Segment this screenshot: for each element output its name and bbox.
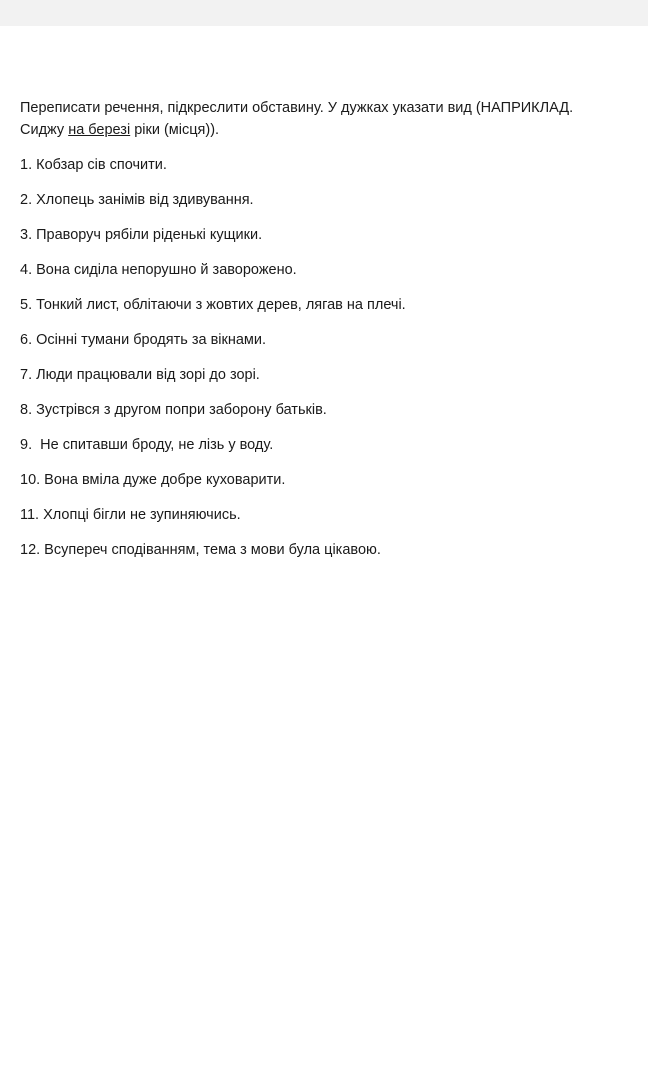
sentence-item: 10. Вона вміла дуже добре куховарити. xyxy=(20,472,286,488)
sentence-item: 9. Не спитавши броду, не лізь у воду. xyxy=(20,437,274,453)
sentence-item: 6. Осінні тумани бродять за вікнами. xyxy=(20,332,267,348)
top-bar xyxy=(0,0,648,26)
instruction-line-2-prefix: Сиджу xyxy=(20,122,69,138)
sentence-item: 12. Всупереч сподіванням, тема з мови була цікавою. xyxy=(20,542,381,558)
sentence-item: 7. Люди працювали від зорі до зорі. xyxy=(20,367,260,383)
sentence-list xyxy=(20,154,406,574)
instruction-line-2-suffix: ріки (місця)). xyxy=(130,122,220,138)
task-instruction xyxy=(20,97,620,141)
sentence-item: 3. Праворуч рябіли ріденькі кущики. xyxy=(20,227,263,243)
sentence-item: 8. Зустрівся з другом попри заборону батьків. xyxy=(20,402,327,418)
document-body xyxy=(20,97,620,558)
example-underlined-phrase: на березі xyxy=(68,122,131,138)
sentence-item: 5. Тонкий лист, облітаючи з жовтих дерев, лягав на плечі. xyxy=(20,297,406,313)
sentence-item: 2. Хлопець занімів від здивування. xyxy=(20,192,254,208)
sentence-item: 4. Вона сиділа непорушно й заворожено. xyxy=(20,262,297,278)
sentence-item: 1. Кобзар сів спочити. xyxy=(20,157,167,173)
sentence-item: 11. Хлопці бігли не зупиняючись. xyxy=(20,507,241,523)
instruction-line-1: Переписати речення, підкреслити обставину. У дужках указати вид (НАПРИКЛАД. xyxy=(20,100,574,116)
